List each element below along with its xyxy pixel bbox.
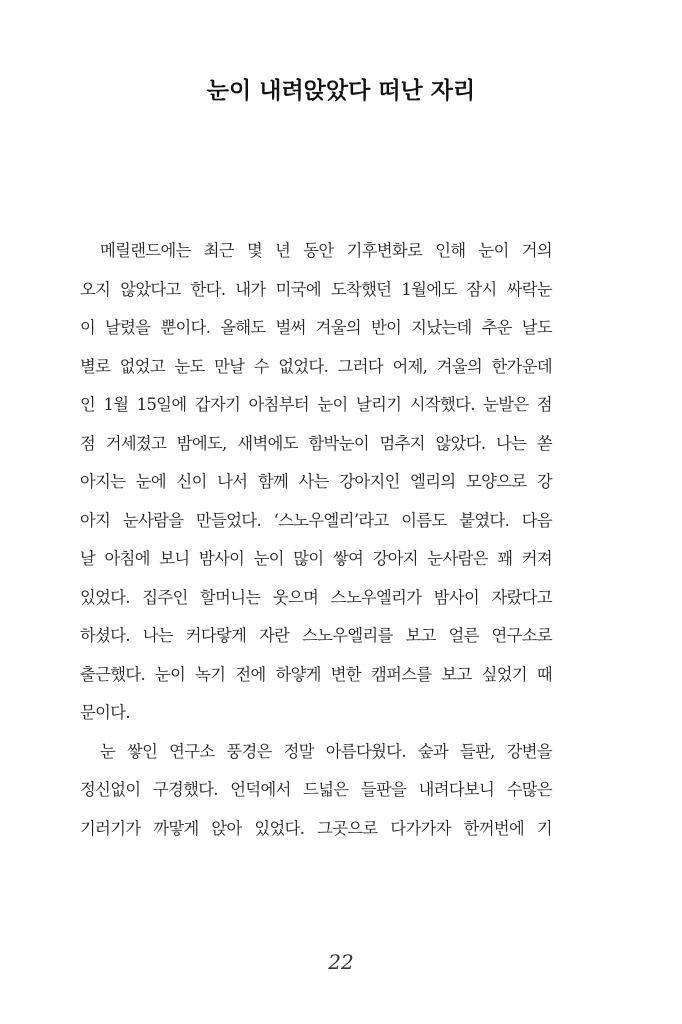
text-line: 기러기가 까맣게 앉아 있었다. 그곳으로 다가가자 한꺼번에 기: [80, 818, 552, 838]
text-line: 출근했다. 눈이 녹기 전에 하얗게 변한 캠퍼스를 보고 싶었기 때: [80, 664, 552, 684]
text-line: 오지 않았다고 한다. 내가 미국에 도착했던 1월에도 잠시 싸락눈: [80, 279, 552, 299]
text-line: 아지 눈사람을 만들었다. ‘스노우엘리’라고 이름도 붙였다. 다음: [80, 510, 552, 530]
paragraph-2: [80, 733, 552, 849]
text-line: 이 날렸을 뿐이다. 올해도 벌써 겨울의 반이 지났는데 추운 날도: [80, 318, 552, 337]
text-line: 날 아침에 보니 밤사이 눈이 많이 쌓여 강아지 눈사람은 꽤 커져: [80, 549, 552, 568]
text-line: 아지는 눈에 신이 나서 함께 사는 강아지인 엘리의 모양으로 강: [80, 472, 552, 491]
text-line: 메릴랜드에는 최근 몇 년 동안 기후변화로 인해 눈이 거의: [100, 241, 552, 260]
text-line: 별로 없었고 눈도 만날 수 없었다. 그러다 어제, 겨울의 한가운데: [80, 356, 552, 376]
text-line: 문이다.: [80, 703, 130, 722]
paragraph-1: [80, 232, 552, 733]
text-line: 하셨다. 나는 커다랗게 자란 스노우엘리를 보고 얼른 연구소로: [80, 626, 552, 645]
body-text: [80, 232, 552, 848]
page-title: 눈이 내려앉았다 떠난 자리: [206, 78, 476, 104]
text-line: 정신없이 구경했다. 언덕에서 드넓은 들판을 내려다보니 수많은: [80, 780, 552, 799]
text-line: 눈 쌓인 연구소 풍경은 정말 아름다웠다. 숲과 들판, 강변을: [100, 741, 552, 761]
text-line: 인 1월 15일에 갑자기 아침부터 눈이 날리기 시작했다. 눈발은 점: [80, 395, 552, 414]
page-number: 22: [328, 950, 354, 974]
text-line: 있었다. 집주인 할머니는 웃으며 스노우엘리가 밤사이 자랐다고: [80, 587, 552, 607]
text-line: 점 거세졌고 밤에도, 새벽에도 함박눈이 멈추지 않았다. 나는 쏟: [80, 433, 552, 453]
